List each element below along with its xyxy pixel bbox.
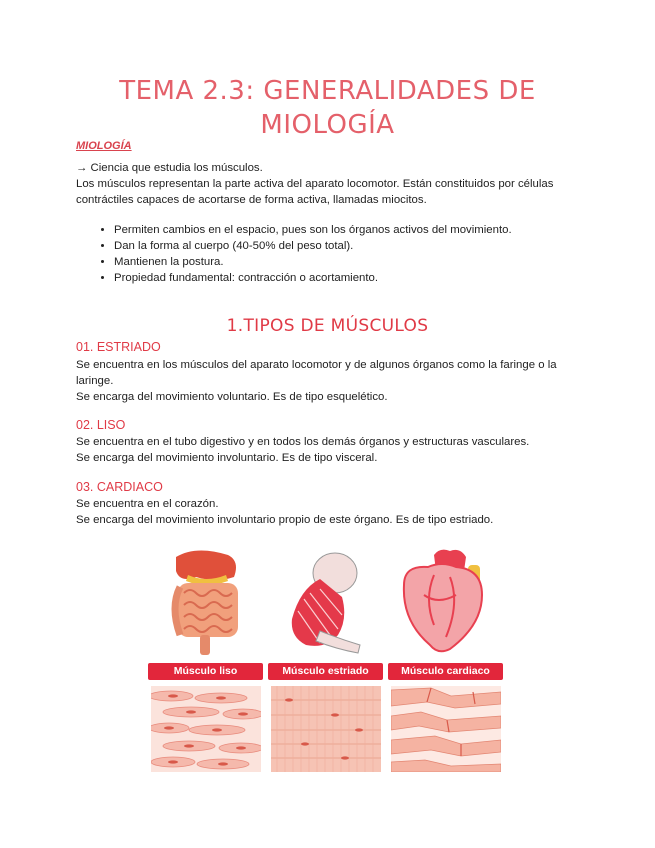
cardiaco-line-1: Se encuentra en el corazón. — [76, 498, 219, 510]
liso-line-1: Se encuentra en el tubo digestivo y en todos los demás órganos y estructuras vasculares. — [76, 436, 530, 448]
muscle-types-figure — [148, 543, 508, 773]
label-musculo-liso: Músculo liso — [148, 663, 263, 680]
page-title-line-2: MIOLOGÍA — [260, 110, 395, 140]
skeletal-muscle-illustration — [280, 549, 370, 657]
heart-illustration — [394, 545, 490, 657]
estriado-line-2: laringe. — [76, 375, 114, 387]
type-heading-cardiaco: 03. CARDIACO — [76, 480, 163, 494]
bullet-item: • Dan la forma al cuerpo (40-50% del peso total). — [114, 238, 594, 254]
cardiaco-line-2: Se encarga del movimiento involuntario propio de este órgano. Es de tipo estriado. — [76, 514, 494, 526]
page-title — [0, 74, 655, 142]
bullet-item: • Permiten cambios en el espacio, pues son los órganos activos del movimiento. — [114, 222, 594, 238]
miologia-description-line-1: Los músculos representan la parte activa del aparato locomotor. Están constituidos por células — [76, 178, 554, 190]
miologia-description-line-2: contráctiles capaces de acortarse de forma activa, llamadas miocitos. — [76, 194, 427, 206]
bullet-item: • Propiedad fundamental: contracción o acortamiento. — [114, 270, 594, 286]
label-musculo-estriado: Músculo estriado — [268, 663, 383, 680]
type-heading-liso: 02. LISO — [76, 418, 126, 432]
label-musculo-cardiaco: Músculo cardiaco — [388, 663, 503, 680]
miologia-heading: MIOLOGÍA — [76, 140, 132, 152]
cardiac-muscle-tissue-image — [391, 686, 501, 772]
liso-line-2: Se encarga del movimiento involuntario. Es de tipo visceral. — [76, 452, 378, 464]
page-title-line-1: TEMA 2.3: GENERALIDADES DE — [119, 76, 536, 106]
smooth-muscle-tissue-image — [151, 686, 261, 772]
bullet-item: • Mantienen la postura. — [114, 254, 594, 270]
miologia-definition: → Ciencia que estudia los músculos. — [76, 162, 263, 174]
estriado-line-1: Se encuentra en los músculos del aparato locomotor y de algunos órganos como la faringe o la — [76, 359, 557, 371]
type-heading-estriado: 01. ESTRIADO — [76, 340, 161, 354]
intestine-illustration — [166, 547, 246, 659]
miologia-bullet-list — [76, 222, 594, 286]
estriado-line-3: Se encarga del movimiento voluntario. Es de tipo esquelético. — [76, 391, 388, 403]
section-title: 1.TIPOS DE MÚSCULOS — [226, 316, 429, 336]
striated-muscle-tissue-image — [271, 686, 381, 772]
